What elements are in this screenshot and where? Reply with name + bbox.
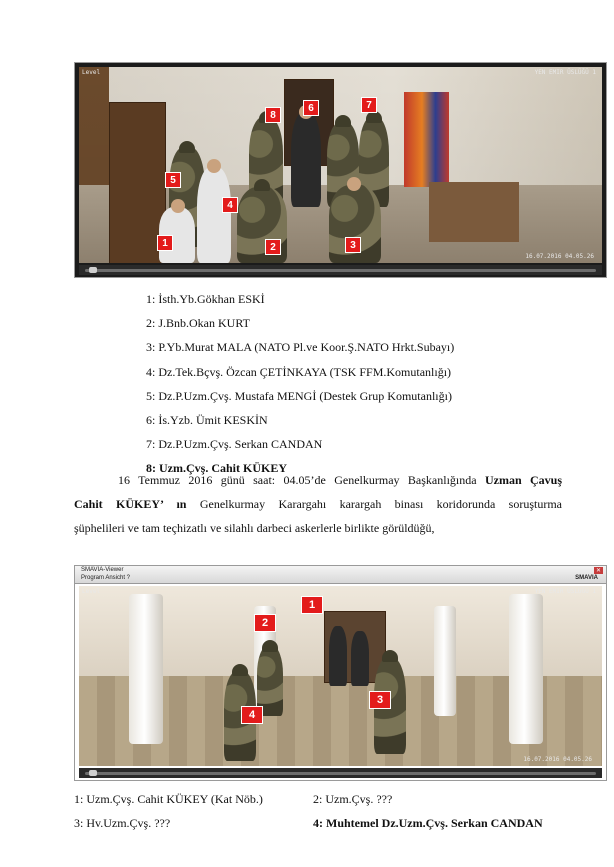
desk (429, 182, 519, 242)
head (347, 177, 361, 191)
paragraph-text: şüphelileri ve tam teçhizatlı ve silahlı darbeci askerlerle birlikte görüldüğü, (74, 521, 435, 535)
seekbar-thumb[interactable] (89, 267, 97, 273)
caption2-item-3: 3: Hv.Uzm.Çvş. ??? (74, 816, 171, 830)
seekbar-track (85, 269, 596, 272)
video-seekbar[interactable] (79, 768, 602, 778)
caption-item: 7: Dz.P.Uzm.Çvş. Serkan CANDAN (146, 437, 323, 452)
helmet (262, 640, 278, 652)
head (207, 159, 221, 173)
officer-figure (291, 112, 321, 207)
caption-item: 3: P.Yb.Murat MALA (NATO Pl.ve Koor.Ş.NATO Hrkt.Subayı) (146, 340, 455, 355)
cctv-scene-1 (79, 67, 602, 263)
paragraph-line-3 (74, 516, 562, 540)
marker-1: 1 (301, 596, 323, 614)
paragraph-bold: Cahit KÜKEY’ ın (74, 497, 187, 511)
person-figure (351, 631, 369, 686)
caption-item: 6: İs.Yzb. Ümit KESKİN (146, 413, 268, 428)
caption-item: 4: Dz.Tek.Bçvş. Özcan ÇETİNKAYA (TSK FFM.Komutanlığı) (146, 364, 452, 379)
column-mid-right (434, 606, 456, 716)
paragraph-line-1 (74, 468, 562, 492)
cctv-image-2 (74, 565, 607, 781)
marker-1: 1 (157, 235, 173, 251)
overlay-camera-name: YEN EMIR ÜSLÜĞÜ 1 (534, 69, 596, 76)
viewer-window-title: SMAVIA-Viewer (81, 567, 124, 573)
overlay-camera-name: YEN EMIR ÜSLÜĞÜ 1 (534, 588, 596, 595)
helmet (335, 115, 351, 127)
viewer-titlebar (75, 566, 606, 584)
column-left (129, 594, 163, 744)
marker-3: 3 (345, 237, 361, 253)
cctv-image-1 (74, 62, 607, 278)
overlay-timestamp: 16.07.2016 04.05.26 (523, 756, 592, 763)
marker-3: 3 (369, 691, 391, 709)
marker-5: 5 (165, 172, 181, 188)
head (171, 199, 185, 213)
caption2-item-1: 1: Uzm.Çvş. Cahit KÜKEY (Kat Nöb.) (74, 792, 263, 806)
caption2-item-4: 4: Muhtemel Dz.Uzm.Çvş. Serkan CANDAN (313, 816, 543, 830)
marker-2: 2 (265, 239, 281, 255)
marker-6: 6 (303, 100, 319, 116)
caption-item: 2: J.Bnb.Okan KURT (146, 316, 250, 331)
overlay-timestamp: 16.07.2016 04.05.26 (525, 253, 594, 260)
paragraph-line-2 (74, 492, 562, 516)
person-white-shirt (197, 167, 231, 263)
marker-8: 8 (265, 107, 281, 123)
column-right (509, 594, 543, 744)
cctv-scene-2 (79, 586, 602, 766)
paragraph-text: Genelkurmay Karargahı karargah binası koridorunda soruşturma (186, 497, 562, 511)
seekbar-thumb[interactable] (89, 770, 97, 776)
body-paragraph (74, 468, 562, 540)
caption-list-1 (146, 287, 454, 481)
helmet (254, 179, 270, 191)
person-figure (329, 626, 347, 686)
overlay-level: Level (82, 588, 101, 595)
video-seekbar[interactable] (79, 265, 602, 275)
marker-4: 4 (241, 706, 263, 724)
helmet (232, 664, 248, 676)
paragraph-text: 16 Temmuz 2016 günü saat: 04.05’de Genelkurmay Başkanlığında (118, 473, 485, 487)
marker-4: 4 (222, 197, 238, 213)
overlay-level: Level (82, 69, 101, 76)
marker-7: 7 (361, 97, 377, 113)
helmet (179, 141, 195, 153)
caption-item: 1: İsth.Yb.Gökhan ESKİ (146, 292, 265, 306)
marker-2: 2 (254, 614, 276, 632)
paragraph-bold: Uzman Çavuş (484, 473, 563, 487)
caption-item-highlight: 8: Uzm.Çvş. Cahit KÜKEY (146, 461, 287, 476)
caption-item: 5: Dz.P.Uzm.Çvş. Mustafa MENGİ (Destek Grup Komutanlığı) (146, 388, 452, 403)
seekbar-track (85, 772, 596, 775)
helmet (382, 650, 398, 662)
viewer-brand: SMAVIA (575, 575, 598, 581)
close-icon[interactable]: ✕ (595, 568, 602, 574)
caption2-item-2: 2: Uzm.Çvş. ??? (313, 792, 393, 806)
viewer-menu[interactable]: Program Ansicht ? (81, 575, 131, 581)
flags (404, 92, 449, 187)
